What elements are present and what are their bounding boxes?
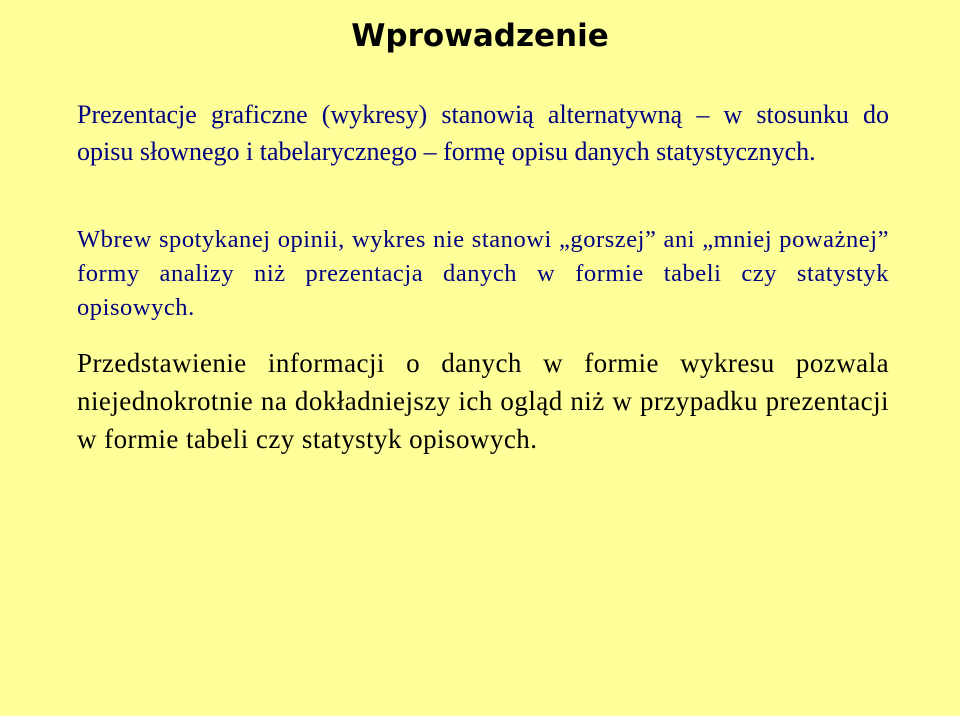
paragraph-opinion: Wbrew spotykanej opinii, wykres nie stanowi „gorszej” ani „mniej poważnej” formy analizy niż prezentacja danych w formie tabeli czy statystyk opisowych. bbox=[77, 226, 889, 321]
paragraph-intro: Prezentacje graficzne (wykresy) stanowią alternatywną – w stosunku do opisu słownego i tabelarycznego – formę opisu danych statystycznych. bbox=[77, 100, 889, 166]
paragraph-advantage: Przedstawienie informacji o danych w formie wykresu pozwala niejednokrotnie na dokładniejszy ich ogląd niż w przypadku prezentacji w formie tabeli czy statystyk opisowych. bbox=[77, 348, 889, 454]
slide-title: Wprowadzenie bbox=[351, 18, 609, 54]
